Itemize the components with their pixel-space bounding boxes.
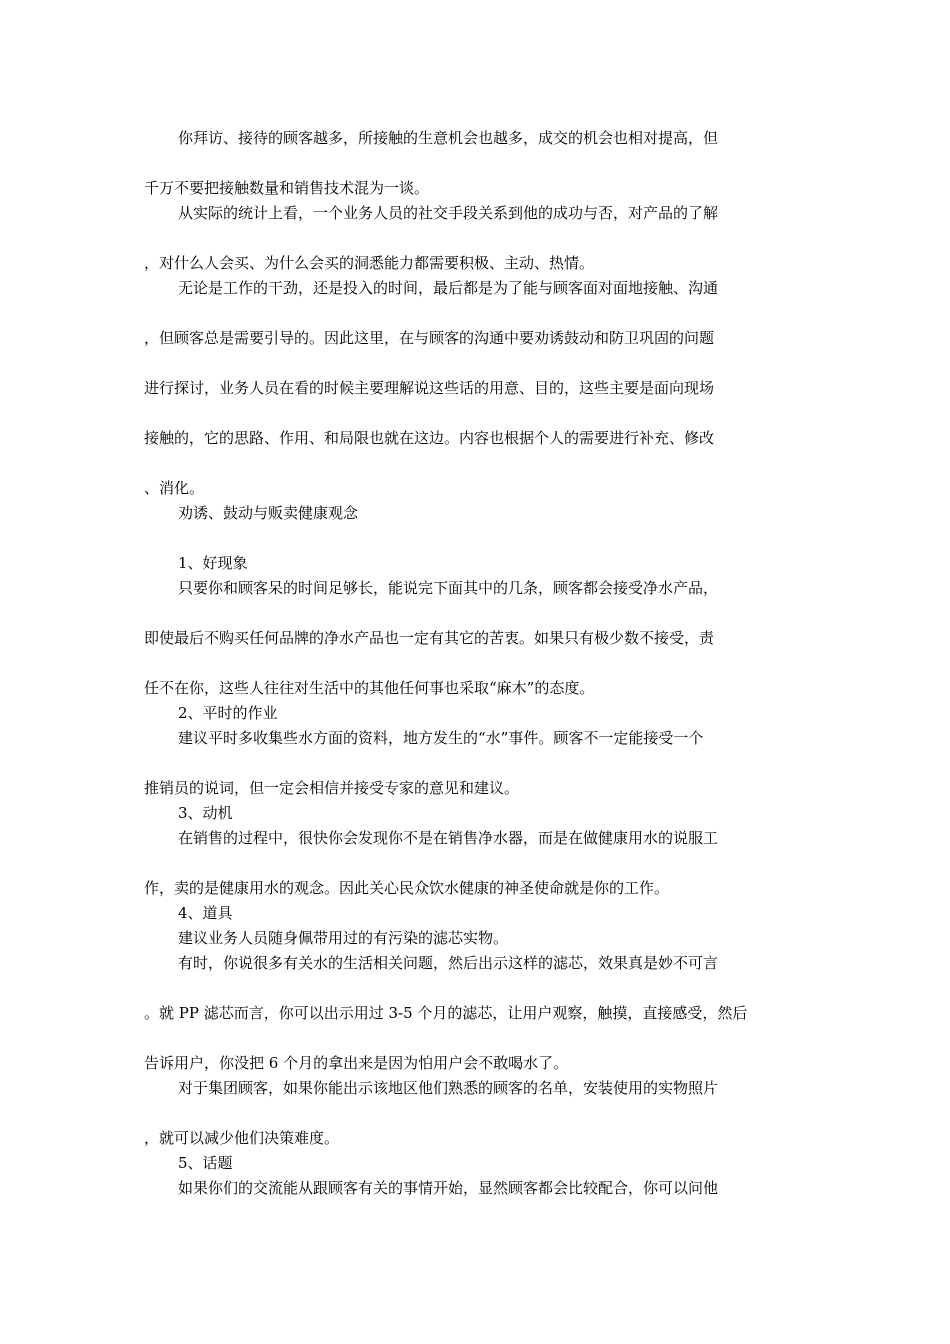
paragraph-line: 即使最后不购买任何品牌的净水产品也一定有其它的苦衷。如果只有极少数不接受，责 <box>144 629 715 647</box>
section-heading: 3、动机 <box>178 804 233 822</box>
section-heading: 4、道具 <box>178 904 233 922</box>
paragraph-line: 。就 PP 滤芯而言，你可以出示用过 3-5 个月的滤芯，让用户观察，触摸，直接感受，然后 <box>144 1004 748 1022</box>
paragraph-line: 告诉用户，你没把 6 个月的拿出来是因为怕用户会不敢喝水了。 <box>144 1054 569 1072</box>
paragraph-line: 推销员的说词，但一定会相信并接受专家的意见和建议。 <box>144 779 520 797</box>
paragraph-line: 只要你和顾客呆的时间足够长，能说完下面其中的几条，顾客都会接受净水产品， <box>178 579 719 597</box>
section-heading: 1、好现象 <box>178 554 248 572</box>
paragraph-line: 建议平时多收集些水方面的资料，地方发生的“水”事件。顾客不一定能接受一个 <box>178 729 704 747</box>
paragraph-line: 建议业务人员随身佩带用过的有污染的滤芯实物。 <box>178 929 509 947</box>
paragraph-line: 如果你们的交流能从跟顾客有关的事情开始，显然顾客都会比较配合，你可以问他 <box>178 1179 719 1197</box>
paragraph-line: 任不在你，这些人往往对生活中的其他任何事也采取“麻木”的态度。 <box>144 679 595 697</box>
paragraph-line: 对于集团顾客，如果你能出示该地区他们熟悉的顾客的名单，安装使用的实物照片 <box>178 1079 719 1097</box>
section-heading: 5、话题 <box>178 1154 233 1172</box>
paragraph-line: ，就可以减少他们决策难度。 <box>144 1129 340 1147</box>
paragraph-line: ，对什么人会买、为什么会买的洞悉能力都需要积极、主动、热情。 <box>144 254 595 272</box>
paragraph-line: 、消化。 <box>144 479 205 497</box>
paragraph-line: 有时，你说很多有关水的生活相关问题，然后出示这样的滤芯，效果真是妙不可言 <box>178 954 719 972</box>
paragraph-line: ，但顾客总是需要引导的。因此这里，在与顾客的沟通中要劝诱鼓动和防卫巩固的问题 <box>144 329 715 347</box>
section-heading: 2、平时的作业 <box>178 704 278 722</box>
paragraph-line: 你拜访、接待的顾客越多，所接触的生意机会也越多，成交的机会也相对提高，但 <box>178 129 719 147</box>
paragraph-line: 接触的，它的思路、作用、和局限也就在这边。内容也根据个人的需要进行补充、修改 <box>144 429 715 447</box>
paragraph-line: 无论是工作的干劲，还是投入的时间，最后都是为了能与顾客面对面地接触、沟通 <box>178 279 719 297</box>
paragraph-line: 进行探讨，业务人员在看的时候主要理解说这些话的用意、目的，这些主要是面向现场 <box>144 379 715 397</box>
paragraph-line: 作，卖的是健康用水的观念。因此关心民众饮水健康的神圣使命就是你的工作。 <box>144 879 670 897</box>
paragraph-line: 千万不要把接触数量和销售技术混为一谈。 <box>144 179 430 197</box>
paragraph-line: 在销售的过程中，很快你会发现你不是在销售净水器，而是在做健康用水的说服工 <box>178 829 719 847</box>
paragraph-line: 从实际的统计上看，一个业务人员的社交手段关系到他的成功与否，对产品的了解 <box>178 204 719 222</box>
section-heading: 劝诱、鼓动与贩卖健康观念 <box>178 504 359 522</box>
